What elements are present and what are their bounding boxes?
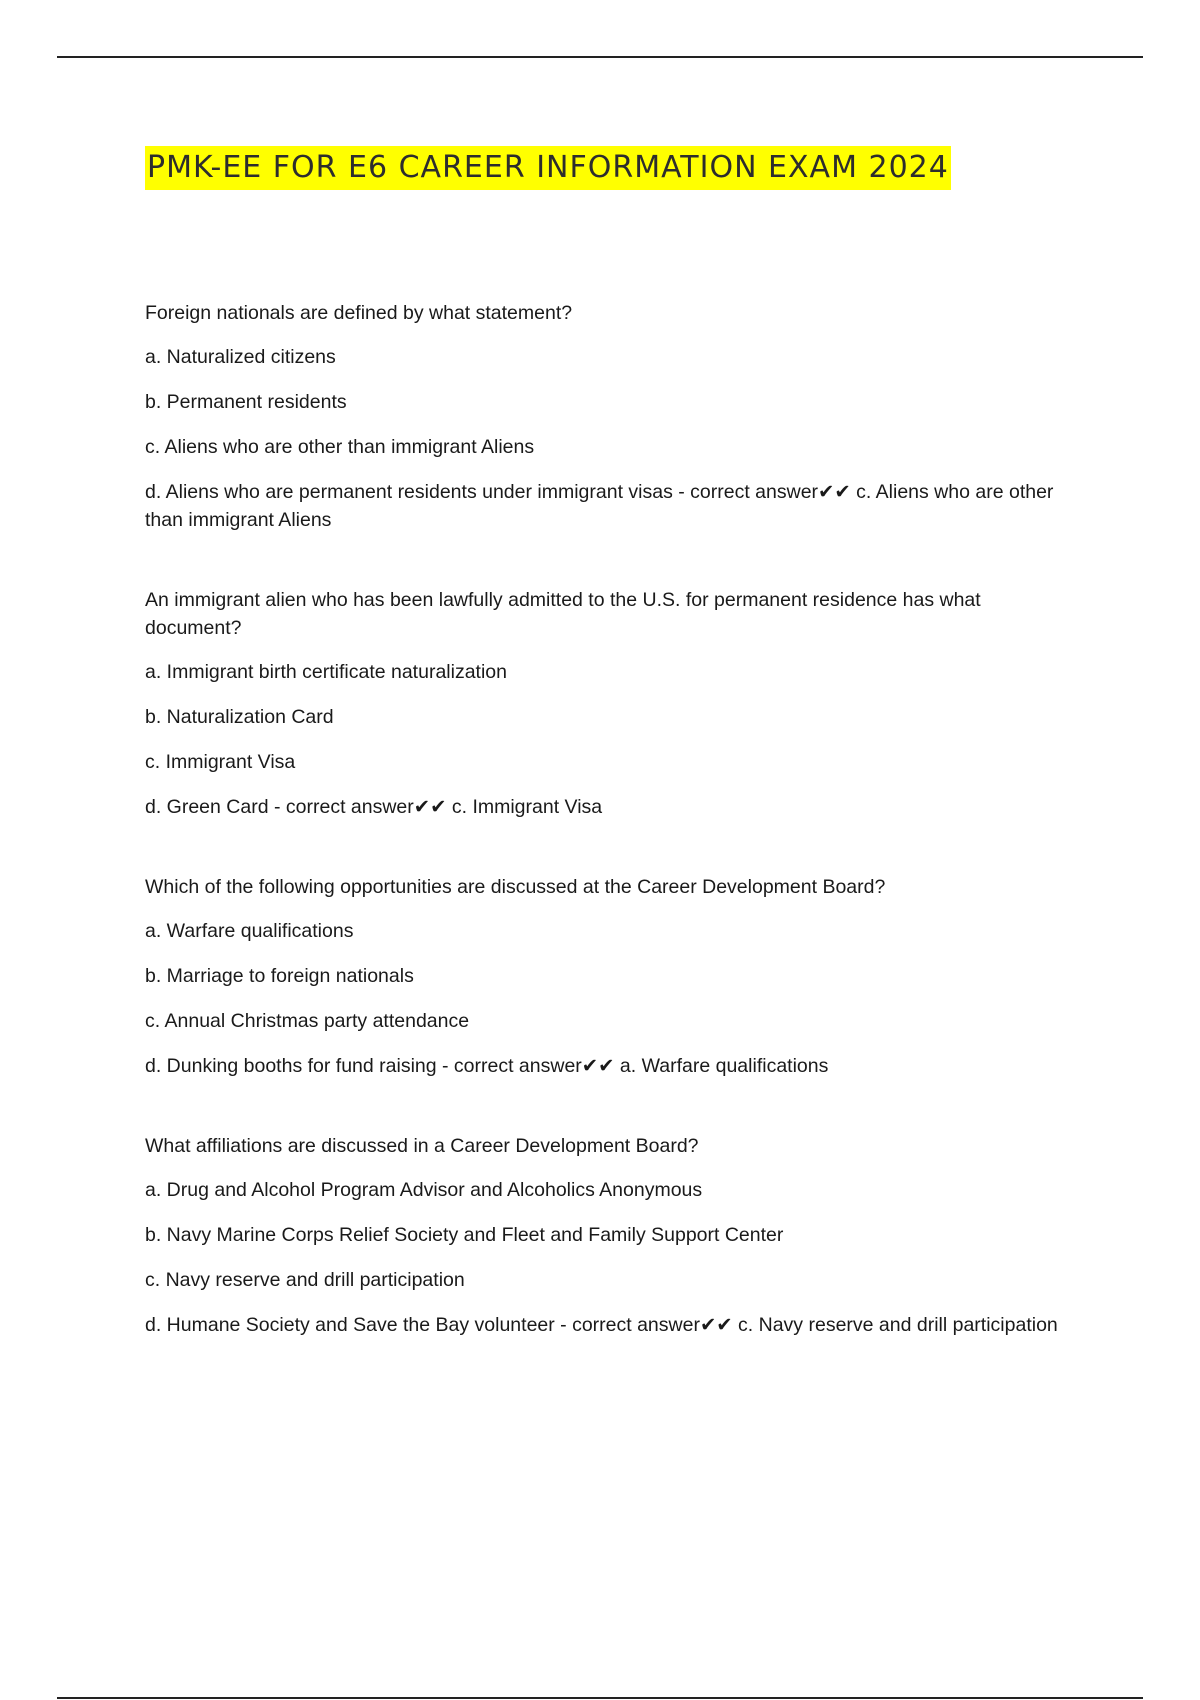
option-d-with-answer: d. Aliens who are permanent residents under immigrant visas - correct answer✔✔ c. Aliens who are other than immigrant Aliens [145,481,1054,531]
question-text: Which of the following opportunities are discussed at the Career Development Board? [145,876,886,898]
option-c: c. Annual Christmas party attendance [145,1010,470,1032]
option-d-with-answer: d. Humane Society and Save the Bay volunteer - correct answer✔✔ c. Navy reserve and drill participation [145,1314,1058,1336]
top-divider [57,56,1143,58]
question-text: Foreign nationals are defined by what statement? [145,302,573,324]
option-d-with-answer: d. Green Card - correct answer✔✔ c. Immigrant Visa [145,796,603,818]
question-text: What affiliations are discussed in a Career Development Board? [145,1135,699,1157]
option-a: a. Warfare qualifications [145,920,354,942]
question-block-3 [145,873,1065,1080]
option-d-with-answer: d. Dunking booths for fund raising - correct answer✔✔ a. Warfare qualifications [145,1055,829,1077]
option-c: c. Immigrant Visa [145,751,296,773]
document-title: PMK-EE FOR E6 CAREER INFORMATION EXAM 2024 [145,146,951,190]
option-a: a. Drug and Alcohol Program Advisor and Alcoholics Anonymous [145,1179,703,1201]
question-list [145,299,1065,1391]
option-b: b. Marriage to foreign nationals [145,965,414,987]
option-b: b. Naturalization Card [145,706,334,728]
title-container [145,146,951,190]
bottom-divider [57,1697,1143,1699]
option-b: b. Navy Marine Corps Relief Society and Fleet and Family Support Center [145,1224,784,1246]
option-c: c. Navy reserve and drill participation [145,1269,465,1291]
option-b: b. Permanent residents [145,391,347,413]
question-block-2 [145,586,1065,821]
question-block-1 [145,299,1065,534]
option-a: a. Naturalized citizens [145,346,336,368]
option-a: a. Immigrant birth certificate naturalization [145,661,507,683]
question-text: An immigrant alien who has been lawfully admitted to the U.S. for permanent residence has what document? [145,589,981,639]
option-c: c. Aliens who are other than immigrant Aliens [145,436,535,458]
question-block-4 [145,1132,1065,1339]
